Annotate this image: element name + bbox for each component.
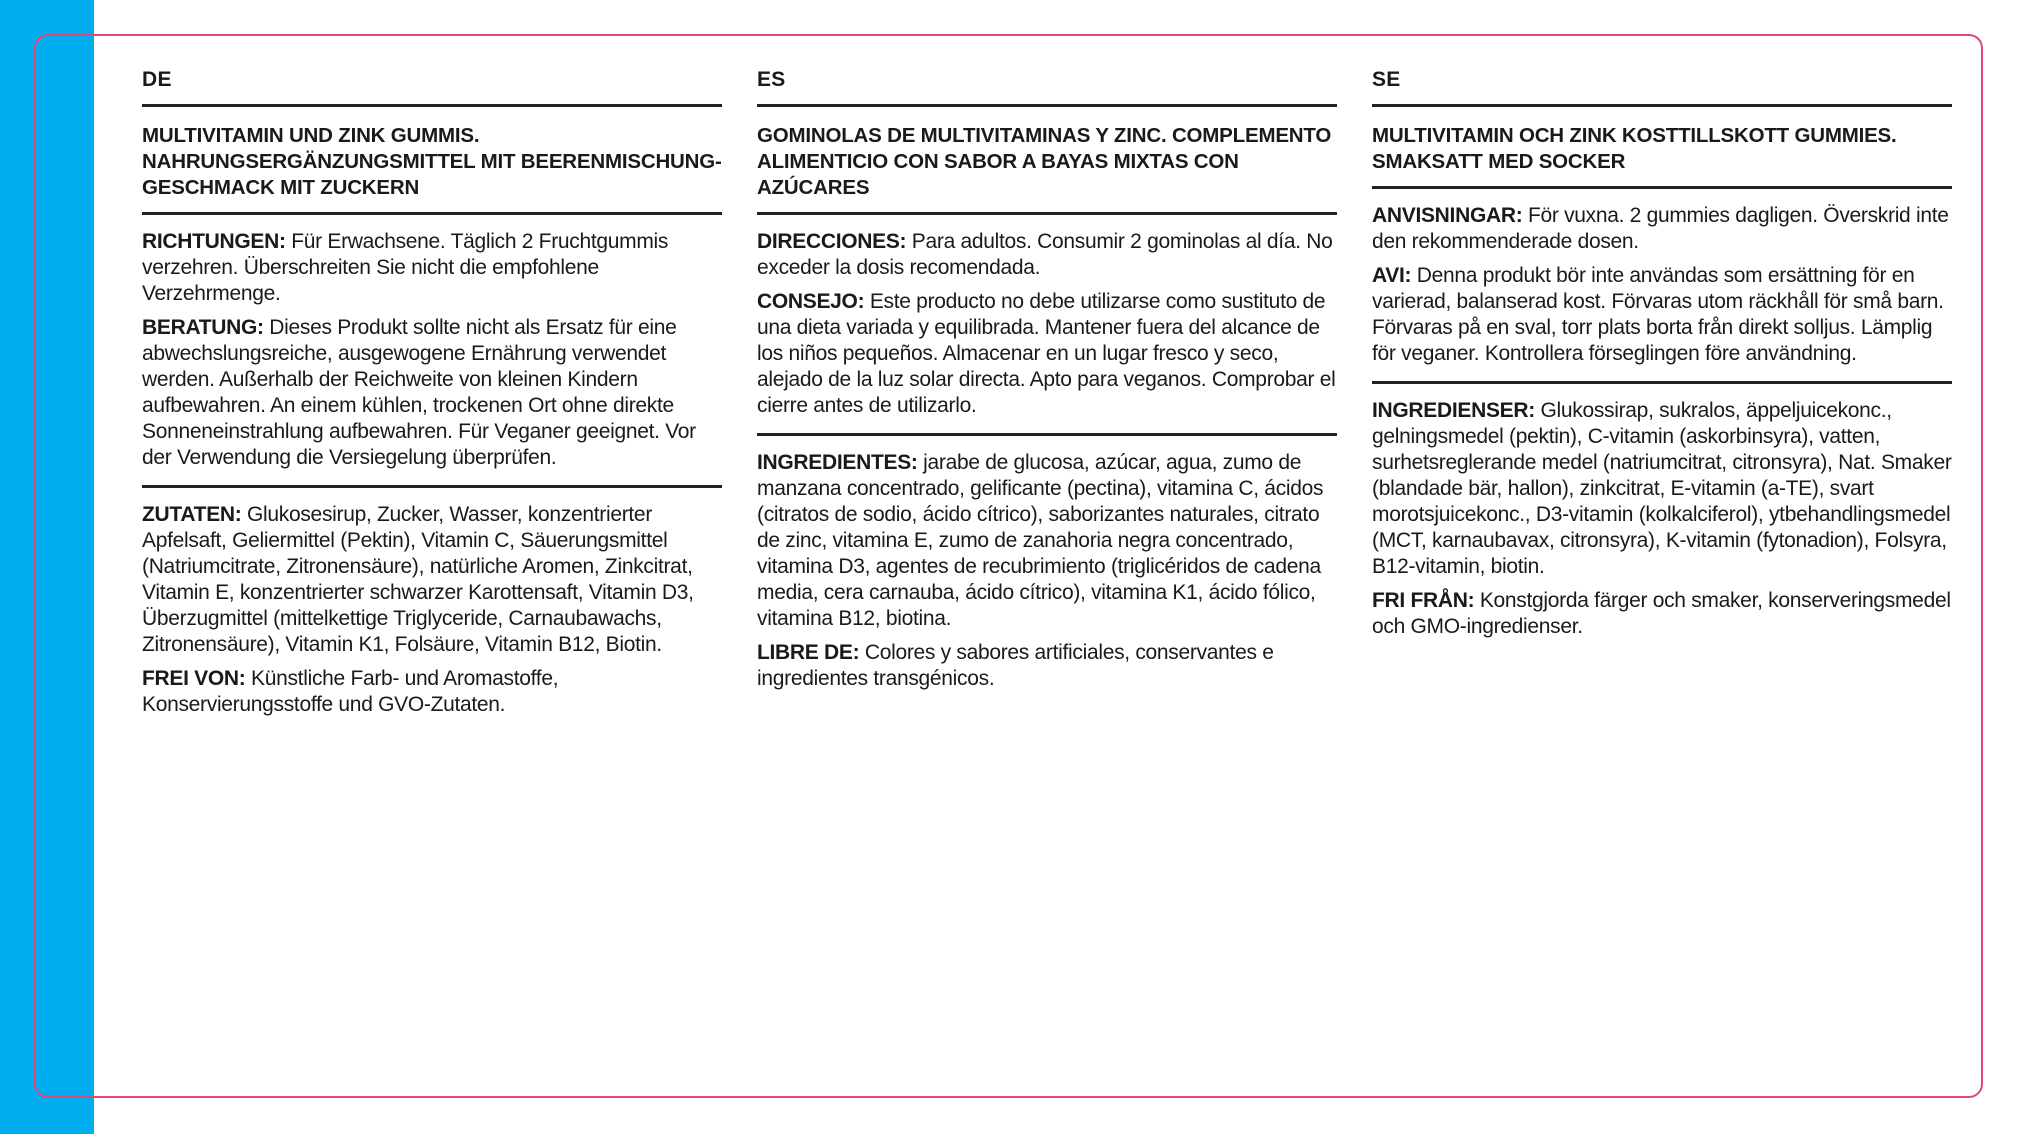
directions-es [757, 229, 1337, 281]
directions-label-se: ANVISNINGAR: [1372, 204, 1523, 227]
column-de [142, 66, 722, 732]
ingredients-group-se [1372, 384, 1952, 654]
free-from-label-de: FREI VON: [142, 667, 246, 690]
free-from-de [142, 666, 722, 718]
directions-text-de: Für Erwachsene. Täglich 2 Fruchtgummis verzehren. Überschreiten Sie nicht die empfohlene Verzehrmenge. [142, 230, 669, 305]
ingredients-text-es: jarabe de glucosa, azúcar, agua, zumo de manzana concentrado, gelificante (pectina), vitamina C, ácidos (citratos de sodio, ácido cítrico), saborizantes naturales, citrato de zinc, vitamina E, zumo de zanahoria negra concentrado, vitamina D3, agentes de recubrimiento (triglicéridos de cadena media, cera carnauba, ácido cítrico), vitamina K1, ácido fólico, vitamina B12, biotina. [757, 451, 1324, 630]
directions-label-de: RICHTUNGEN: [142, 230, 286, 253]
free-from-label-se: FRI FRÅN: [1372, 589, 1475, 612]
advice-text-es: Este producto no debe utilizarse como sustituto de una dieta variada y equilibrada. Mantener fuera del alcance de los niños pequeños. Almacenar en un lugar fresco y seco, alejado de la luz solar directa. Apto para veganos. Comprobar el cierre antes de utilizarlo. [757, 290, 1336, 417]
ingredients-label-es: INGREDIENTES: [757, 451, 918, 474]
advice-label-es: CONSEJO: [757, 290, 865, 313]
directions-text-se: För vuxna. 2 gummies dagligen. Överskrid inte den rekommenderade dosen. [1372, 204, 1949, 253]
column-se [1372, 66, 1952, 654]
ingredients-es [757, 450, 1337, 632]
ingredients-de [142, 502, 722, 658]
ingredients-text-de: Glukosesirup, Zucker, Wasser, konzentrierter Apfelsaft, Geliermittel (Pektin), Vitamin C, Säuerungsmittel (Natriumcitrate, Zitronensäure), natürliche Aromen, Zinkcitrat, Vitamin E, konzentrierter schwarzer Karottensaft, Vitamin D3, Überzugmittel (mittelkettige Triglyceride, Carnaubawachs, Zitronensäure), Vitamin K1, Folsäure, Vitamin B12, Biotin. [142, 503, 694, 656]
advice-es [757, 289, 1337, 419]
ingredients-text-se: Glukossirap, sukralos, äppeljuicekonc., gelningsmedel (pektin), C-vitamin (askorbinsyra), vatten, surhetsreglerande medel (natriumcitrat, citronsyra), Nat. Smaker (blandade bär, hallon), zinkcitrat, E-vitamin (a-TE), svart morotsjuicekonc., D3-vitamin (kolkalciferol), ytbehandlingsmedel (MCT, karnaubavax, citronsyra), K-vitamin (fytonadion), Folsyra, B12-vitamin, biotin. [1372, 399, 1952, 578]
free-from-es [757, 640, 1337, 692]
directions-advice-group-se [1372, 189, 1952, 384]
product-title-se: MULTIVITAMIN OCH ZINK KOSTTILLSKOTT GUMMIES. SMAKSATT MED SOCKER [1372, 107, 1952, 189]
ingredients-label-de: ZUTATEN: [142, 503, 242, 526]
advice-text-se: Denna produkt bör inte användas som ersättning för en varierad, balanserad kost. Förvaras utom räckhåll för små barn. Förvaras på en sval, torr plats borta från direkt solljus. Lämplig för veganer. Kontrollera förseglingen före användning. [1372, 264, 1944, 365]
directions-advice-group-de [142, 215, 722, 488]
directions-se [1372, 203, 1952, 255]
ingredients-group-de [142, 488, 722, 732]
language-code-de: DE [142, 66, 722, 107]
ingredients-group-es [757, 436, 1337, 706]
free-from-text-se: Konstgjorda färger och smaker, konserveringsmedel och GMO-ingredienser. [1372, 589, 1951, 638]
directions-advice-group-es [757, 215, 1337, 436]
product-title-de: MULTIVITAMIN UND ZINK GUMMIS. NAHRUNGSERGÄNZUNGSMITTEL MIT BEERENMISCHUNG-GESCHMACK MIT ZUCKERN [142, 107, 722, 215]
free-from-text-de: Künstliche Farb- und Aromastoffe, Konservierungsstoffe und GVO-Zutaten. [142, 667, 559, 716]
ingredients-se [1372, 398, 1952, 580]
column-es [757, 66, 1337, 706]
directions-text-es: Para adultos. Consumir 2 gominolas al día. No exceder la dosis recomendada. [757, 230, 1333, 279]
language-code-es: ES [757, 66, 1337, 107]
directions-label-es: DIRECCIONES: [757, 230, 907, 253]
advice-de [142, 315, 722, 471]
advice-text-de: Dieses Produkt sollte nicht als Ersatz für eine abwechslungsreiche, ausgewogene Ernährung verwendet werden. Außerhalb der Reichweite von kleinen Kindern aufbewahren. An einem kühlen, trockenen Ort ohne direkte Sonneneinstrahlung aufbewahren. Für Veganer geeignet. Vor der Verwendung die Versiegelung überprüfen. [142, 316, 696, 469]
directions-de [142, 229, 722, 307]
free-from-se [1372, 588, 1952, 640]
advice-se [1372, 263, 1952, 367]
free-from-text-es: Colores y sabores artificiales, conservantes e ingredientes transgénicos. [757, 641, 1274, 690]
advice-label-se: AVI: [1372, 264, 1412, 287]
product-title-es: GOMINOLAS DE MULTIVITAMINAS Y ZINC. COMPLEMENTO ALIMENTICIO CON SABOR A BAYAS MIXTAS CON AZÚCARES [757, 107, 1337, 215]
advice-label-de: BERATUNG: [142, 316, 264, 339]
language-code-se: SE [1372, 66, 1952, 107]
free-from-label-es: LIBRE DE: [757, 641, 860, 664]
ingredients-label-se: INGREDIENSER: [1372, 399, 1535, 422]
